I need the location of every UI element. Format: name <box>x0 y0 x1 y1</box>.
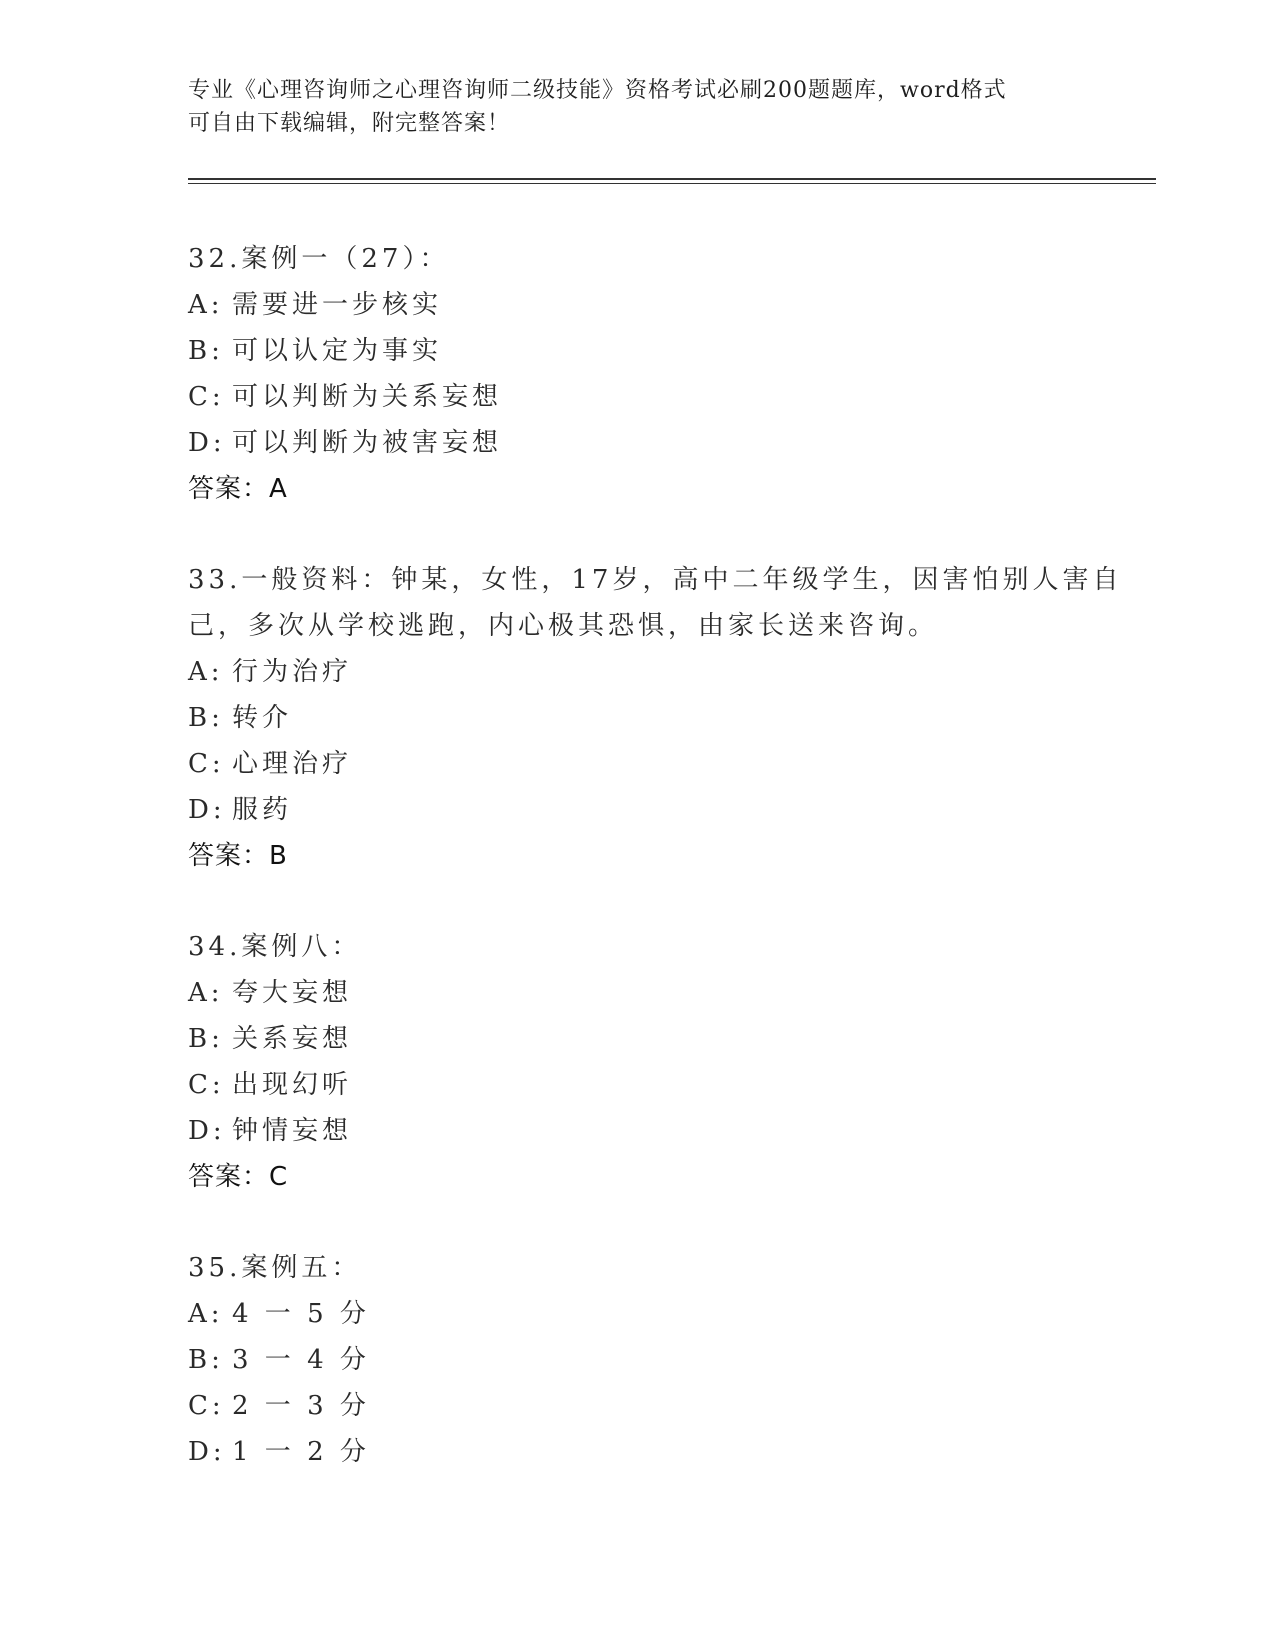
document-header <box>188 74 1088 140</box>
option-text: 可以判断为被害妄想 <box>232 428 503 458</box>
option-key: A: <box>188 290 224 320</box>
question-text: 案例五： <box>241 1253 362 1283</box>
option-text: 2 一 3 分 <box>232 1391 370 1421</box>
option-key: A: <box>188 978 224 1008</box>
question-text: 案例八： <box>241 932 362 962</box>
question-number: 34. <box>188 932 242 962</box>
question-list <box>188 236 1123 1520</box>
header-divider-thick <box>188 178 1156 180</box>
question-stem <box>188 1245 1088 1291</box>
option-d <box>188 787 1088 833</box>
question-stem <box>188 557 1123 603</box>
option-text: 心理治疗 <box>232 749 353 779</box>
option-text: 关系妄想 <box>232 1024 353 1054</box>
option-key: B: <box>188 1345 224 1375</box>
option-key: C: <box>188 1070 225 1100</box>
option-key: B: <box>188 703 224 733</box>
option-key: D: <box>188 428 226 458</box>
header-line-2: 可自由下载编辑，附完整答案！ <box>188 111 511 136</box>
answer: 答案：B <box>188 841 288 871</box>
option-key: D: <box>188 1116 226 1146</box>
option-d <box>188 1108 1088 1154</box>
option-b <box>188 1016 1088 1062</box>
option-c <box>188 374 1088 420</box>
question-text: 一般资料：钟某，女性，17岁，高中二年级学生，因害怕别人害自 <box>241 565 1123 595</box>
answer: 答案：A <box>188 474 288 504</box>
option-key: D: <box>188 1437 226 1467</box>
option-d <box>188 420 1088 466</box>
option-text: 1 一 2 分 <box>232 1437 370 1467</box>
option-a <box>188 1291 1088 1337</box>
option-text: 夸大妄想 <box>232 978 353 1008</box>
option-key: A: <box>188 657 224 687</box>
question-number: 33. <box>188 565 242 595</box>
question-34 <box>188 924 1088 1200</box>
option-key: B: <box>188 336 224 366</box>
option-text: 可以判断为关系妄想 <box>232 382 503 412</box>
option-key: C: <box>188 1391 225 1421</box>
option-text: 需要进一步核实 <box>232 290 443 320</box>
option-key: B: <box>188 1024 224 1054</box>
option-text: 可以认定为事实 <box>232 336 443 366</box>
question-32 <box>188 236 1088 512</box>
question-number: 32. <box>188 244 242 274</box>
option-text: 服药 <box>232 795 293 825</box>
option-text: 行为治疗 <box>232 657 353 687</box>
option-a <box>188 970 1088 1016</box>
option-text: 4 一 5 分 <box>232 1299 370 1329</box>
question-text-continued: 己，多次从学校逃跑，内心极其恐惧，由家长送来咨询。 <box>188 611 939 641</box>
option-c <box>188 1383 1088 1429</box>
option-a <box>188 649 1088 695</box>
option-text: 3 一 4 分 <box>232 1345 370 1375</box>
option-b <box>188 695 1088 741</box>
option-c <box>188 1062 1088 1108</box>
option-key: C: <box>188 749 225 779</box>
question-stem <box>188 924 1088 970</box>
option-key: C: <box>188 382 225 412</box>
option-c <box>188 741 1088 787</box>
option-a <box>188 282 1088 328</box>
header-line-1: 专业《心理咨询师之心理咨询师二级技能》资格考试必刷200题题库，word格式 <box>188 78 1007 103</box>
question-33 <box>188 557 1123 879</box>
option-d <box>188 1429 1088 1475</box>
question-number: 35. <box>188 1253 242 1283</box>
option-b <box>188 328 1088 374</box>
option-key: D: <box>188 795 226 825</box>
option-text: 出现幻听 <box>232 1070 353 1100</box>
option-text: 转介 <box>232 703 293 733</box>
question-stem <box>188 236 1088 282</box>
option-text: 钟情妄想 <box>232 1116 353 1146</box>
question-35 <box>188 1245 1088 1475</box>
question-text: 案例一（27）： <box>241 244 450 274</box>
answer: 答案：C <box>188 1162 289 1192</box>
option-b <box>188 1337 1088 1383</box>
header-divider-thin <box>188 183 1156 184</box>
option-key: A: <box>188 1299 224 1329</box>
